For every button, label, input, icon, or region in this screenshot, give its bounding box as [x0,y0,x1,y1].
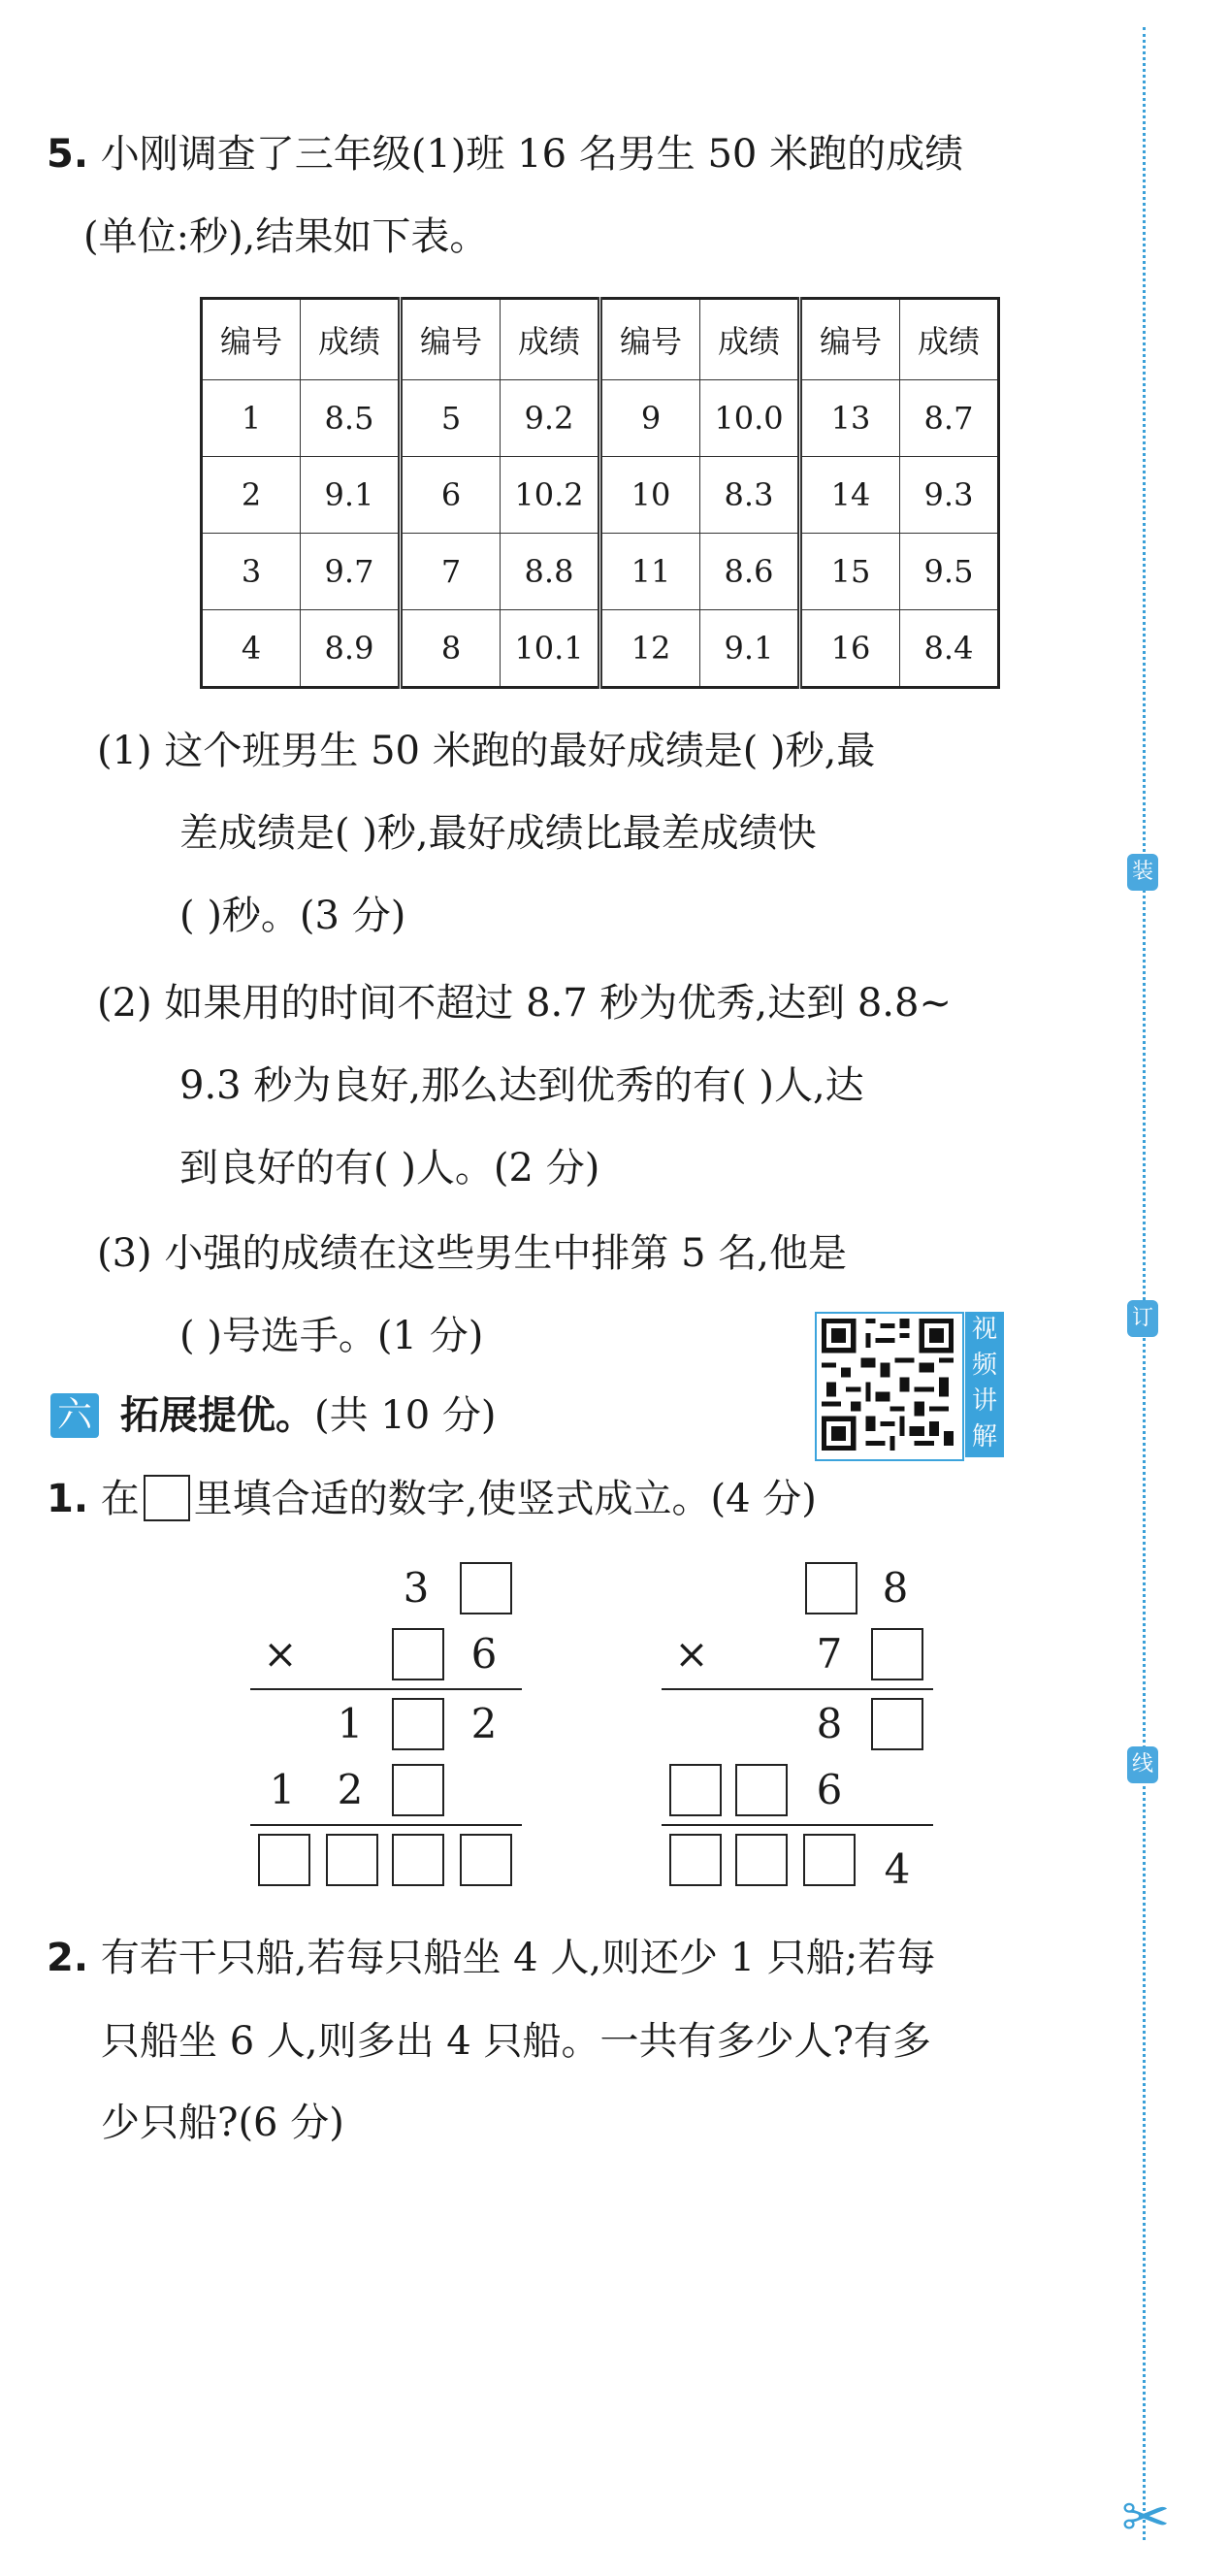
binding-tab-ding: 订 [1127,1300,1158,1337]
right-digit: 6 [816,1766,843,1813]
right-blank-box[interactable] [735,1834,788,1886]
binding-tab-zhuang: 装 [1127,854,1158,891]
right-blank-box[interactable] [871,1628,923,1680]
right-blank-box[interactable] [735,1764,788,1816]
table-row [202,457,999,534]
q5-sub2-line3: 到良好的有( )人。(2 分) [179,1146,600,1190]
table-cell: 8.5 [301,380,401,457]
q5-sub1-text1: 这个班男生 50 米跑的最好成绩是( )秒,最 [164,729,876,773]
s6q1-number: 1. [47,1477,89,1521]
q5-sub3-line1 [97,1230,847,1277]
table-cell: 8.4 [900,610,999,688]
s6q2-text1: 有若干只船,若每只船坐 4 人,则还少 1 只船;若每 [100,1936,936,1980]
table-header-cell: 成绩 [900,299,999,380]
table-cell: 8.6 [700,534,800,610]
q5-sub3-text1: 小强的成绩在这些男生中排第 5 名,他是 [164,1231,847,1276]
left-blank-box[interactable] [258,1834,310,1886]
table-header-row [202,299,999,380]
table-cell: 5 [401,380,501,457]
left-times-sign: × [263,1630,298,1678]
left-blank-box[interactable] [392,1698,444,1750]
s6q2-line3: 少只船?(6 分) [101,2101,344,2145]
table-row [202,610,999,688]
table-header-cell: 编号 [600,299,700,380]
q5-sub1-label: (1) [97,729,152,773]
q5-sub3-label: (3) [97,1231,152,1276]
table-cell: 8 [401,610,501,688]
left-blank-box[interactable] [460,1834,512,1886]
table-header-cell: 成绩 [501,299,600,380]
q5-sub1-line3: ( )秒。(3 分) [179,894,406,938]
table-cell: 16 [800,610,900,688]
table-cell: 9.1 [700,610,800,688]
s6q2-line1 [47,1935,935,1981]
binding-dotted-line [1143,27,1146,2540]
s6q1-line [47,1475,817,1522]
table-row [202,534,999,610]
table-cell: 1 [202,380,301,457]
left-blank-box[interactable] [326,1834,378,1886]
section6-points: (共 10 分) [314,1393,497,1438]
qr-label-char: 视 [971,1315,997,1344]
table-cell: 4 [202,610,301,688]
q5-line1 [47,131,963,178]
right-rule-2 [662,1824,933,1826]
table-cell: 2 [202,457,301,534]
q5-line2: (单位:秒),结果如下表。 [83,214,489,259]
table-cell: 9.1 [301,457,401,534]
s6q1-text-before: 在 [100,1477,140,1521]
table-cell: 9 [600,380,700,457]
table-header-cell: 成绩 [301,299,401,380]
section6-badge: 六 [50,1393,99,1438]
left-digit: 1 [337,1700,364,1747]
table-header-cell: 编号 [202,299,301,380]
table-cell: 9.2 [501,380,600,457]
qr-video-label [965,1312,1004,1457]
scissors-icon: ✂ [1121,2484,1171,2552]
table-cell: 10.1 [501,610,600,688]
right-blank-box[interactable] [803,1834,856,1886]
q5-sub1-line2: 差成绩是( )秒,最好成绩比最差成绩快 [179,811,817,856]
left-blank-box[interactable] [392,1764,444,1816]
left-digit: 1 [269,1766,296,1813]
table-header-cell: 成绩 [700,299,800,380]
qr-label-char: 解 [971,1422,997,1451]
right-digit: 8 [882,1564,909,1612]
table-cell: 8.8 [501,534,600,610]
left-blank-box[interactable] [460,1562,512,1614]
left-digit: 3 [403,1564,430,1612]
right-blank-box[interactable] [871,1698,923,1750]
right-blank-box[interactable] [669,1834,722,1886]
right-times-sign: × [674,1630,709,1678]
qr-code-icon[interactable] [815,1312,964,1461]
table-cell: 11 [600,534,700,610]
table-header-cell: 编号 [800,299,900,380]
section6-title [120,1391,497,1440]
table-cell: 10 [600,457,700,534]
qr-label-char: 频 [971,1351,997,1380]
table-cell: 8.3 [700,457,800,534]
left-rule-2 [250,1824,522,1826]
q5-sub1-line1 [97,728,875,774]
q5-number: 5. [47,132,89,177]
binding-tab-xian: 线 [1127,1746,1158,1783]
blank-box-icon [144,1475,190,1521]
right-digit: 8 [816,1700,843,1747]
left-blank-box[interactable] [392,1834,444,1886]
right-blank-box[interactable] [805,1562,857,1614]
q5-sub3-line2: ( )号选手。(1 分) [179,1314,484,1358]
left-digit: 2 [470,1700,498,1747]
table-cell: 10.0 [700,380,800,457]
table-cell: 3 [202,534,301,610]
table-cell: 9.3 [900,457,999,534]
q5-text-line1: 小刚调查了三年级(1)班 16 名男生 50 米跑的成绩 [100,132,964,177]
table-cell: 9.7 [301,534,401,610]
section6-title-text: 拓展提优。 [120,1393,314,1438]
left-blank-box[interactable] [392,1628,444,1680]
table-cell: 8.9 [301,610,401,688]
right-blank-box[interactable] [669,1764,722,1816]
table-cell: 15 [800,534,900,610]
q5-sub2-line1 [97,980,952,1027]
q5-sub2-label: (2) [97,981,152,1026]
table-cell: 6 [401,457,501,534]
table-cell: 13 [800,380,900,457]
table-cell: 9.5 [900,534,999,610]
qr-label-char: 讲 [971,1386,997,1416]
left-digit: 2 [337,1766,364,1813]
right-rule-1 [662,1688,933,1690]
table-row [202,380,999,457]
s6q2-number: 2. [47,1936,89,1980]
table-cell: 10.2 [501,457,600,534]
s6q1-text-after: 里填合适的数字,使竖式成立。(4 分) [193,1477,817,1521]
table-cell: 8.7 [900,380,999,457]
table-cell: 7 [401,534,501,610]
q5-sub2-line2: 9.3 秒为良好,那么达到优秀的有( )人,达 [179,1063,864,1108]
table-header-cell: 编号 [401,299,501,380]
s6q2-line2: 只船坐 6 人,则多出 4 只船。一共有多少人?有多 [101,2019,931,2064]
table-cell: 14 [800,457,900,534]
right-digit: 4 [884,1845,911,1893]
q5-sub2-text1: 如果用的时间不超过 8.7 秒为优秀,达到 8.8~ [164,981,952,1026]
right-digit: 7 [816,1630,843,1678]
left-digit: 6 [470,1630,498,1678]
left-rule-1 [250,1688,522,1690]
scores-table [200,297,1000,689]
table-cell: 12 [600,610,700,688]
